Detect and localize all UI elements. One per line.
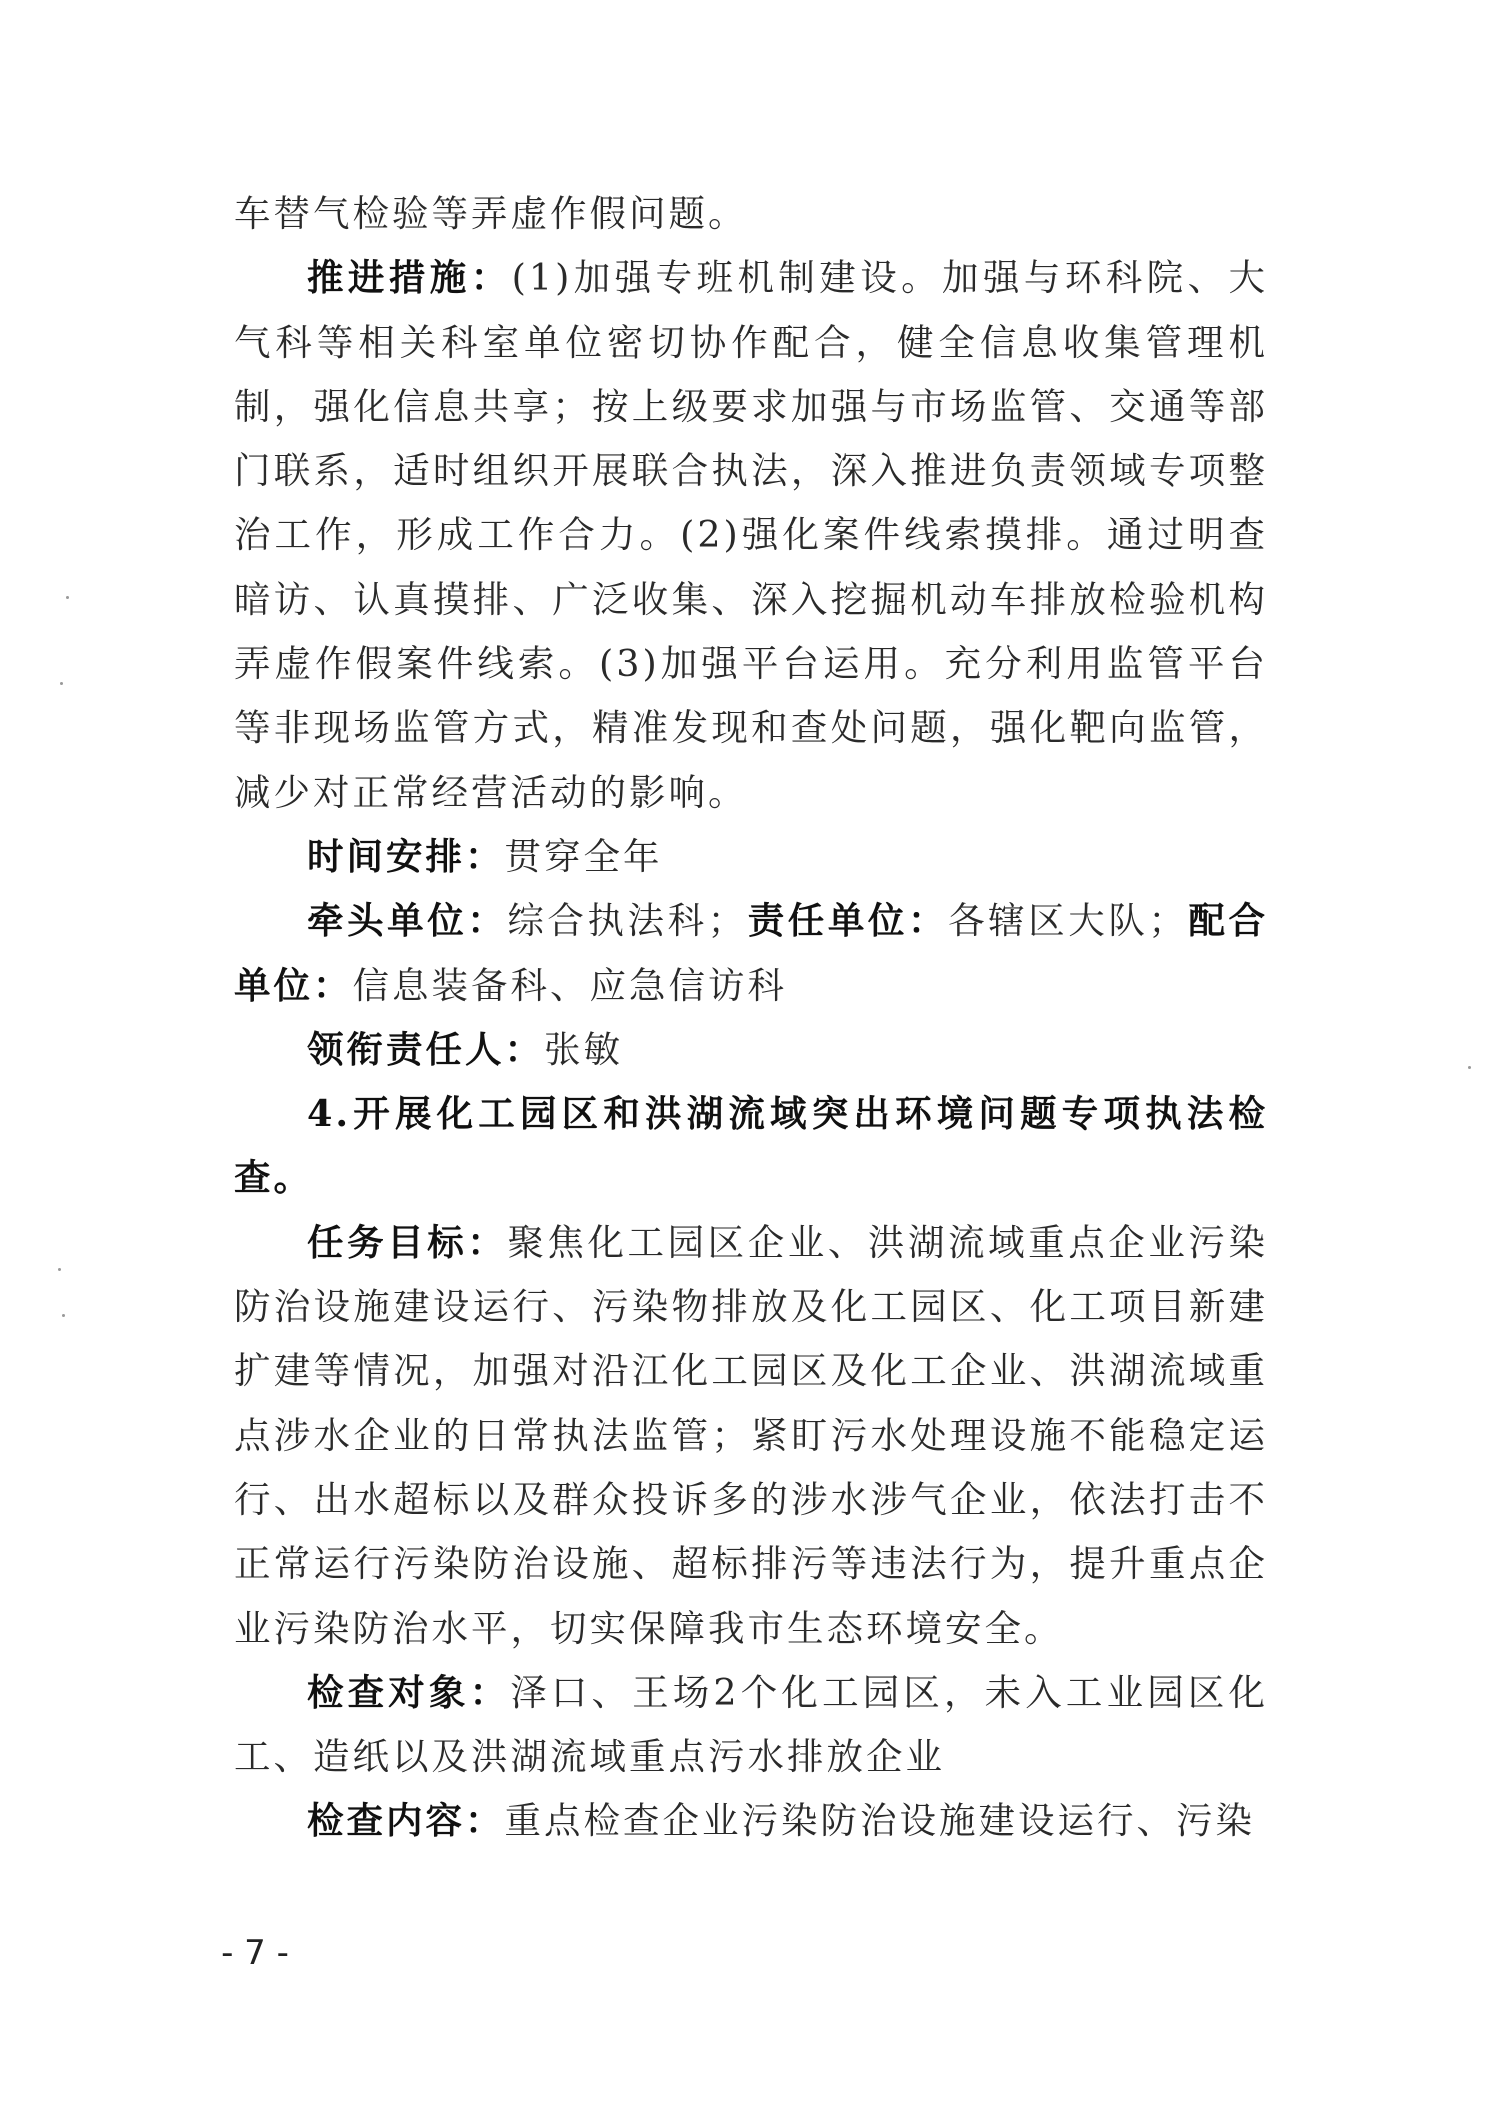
text-lead-unit: 综合执法科；	[507, 899, 748, 943]
label-measures: 推进措施：	[307, 256, 512, 300]
text-responsible-unit: 各辖区大队；	[948, 899, 1188, 943]
paragraph-content	[234, 1789, 1268, 1853]
text-lead-person: 张敏	[544, 1027, 623, 1071]
scan-speck	[1468, 1066, 1471, 1069]
label-lead-person: 领衔责任人：	[307, 1027, 544, 1071]
scan-speck	[58, 1268, 61, 1271]
scan-speck	[66, 596, 69, 599]
label-lead-unit: 牵头单位：	[307, 899, 508, 943]
text-measures: (1)加强专班机制建设。加强与环科院、大气科等相关科室单位密切协作配合，健全信息收集管理机制，强化信息共享；按上级要求加强与市场监管、交通等部门联系，适时组织开展联合执法，深入推进负责领域专项整治工作，形成工作合力。(2)强化案件线索摸排。通过明查暗访、认真摸排、广泛收集、深入挖掘机动车排放检验机构弄虚作假案件线索。(3)加强平台运用。充分利用监管平台等非现场监管方式，精准发现和查处问题，强化靶向监管，减少对正常经营活动的影响。	[234, 256, 1269, 814]
text-schedule: 贯穿全年	[504, 834, 663, 878]
label-cooperating-unit: 配合单位：	[234, 899, 1269, 1007]
text-cooperating-unit: 信息装备科、应急信访科	[352, 963, 787, 1007]
paragraph-schedule	[234, 825, 1268, 889]
text-content: 重点检查企业污染防治设施建设运行、污染	[504, 1799, 1255, 1843]
paragraph-units	[234, 889, 1268, 1018]
document-body	[234, 182, 1268, 1854]
section-heading: 4.开展化工园区和洪湖流域突出环境问题专项执法检查。	[234, 1092, 1268, 1200]
label-responsible-unit: 责任单位：	[747, 899, 949, 943]
paragraph-continuation: 车替气检验等弄虚作假问题。	[234, 192, 748, 235]
paragraph-lead-person	[234, 1018, 1268, 1082]
label-targets: 检查对象：	[307, 1670, 511, 1714]
scan-speck	[62, 1314, 65, 1317]
paragraph-objectives	[234, 1211, 1268, 1661]
label-content: 检查内容：	[307, 1799, 505, 1843]
page-number: - 7 -	[221, 1933, 289, 1973]
label-schedule: 时间安排：	[307, 834, 505, 878]
text-targets: 泽口、王场2个化工园区，未入工业园区化工、造纸以及洪湖流域重点污水排放企业	[234, 1670, 1268, 1779]
scan-speck	[60, 682, 63, 685]
paragraph-measures	[234, 246, 1268, 825]
paragraph-targets	[234, 1661, 1268, 1790]
text-objectives: 聚焦化工园区企业、洪湖流域重点企业污染防治设施建设运行、污染物排放及化工园区、化工项目新建扩建等情况，加强对沿江化工园区及化工企业、洪湖流域重点涉水企业的日常执法监管；紧盯污水处理设施不能稳定运行、出水超标以及群众投诉多的涉水涉气企业，依法打击不正常运行污染防治设施、超标排污等违法行为，提升重点企业污染防治水平，切实保障我市生态环境安全。	[234, 1220, 1269, 1650]
label-objectives: 任务目标：	[307, 1220, 508, 1264]
